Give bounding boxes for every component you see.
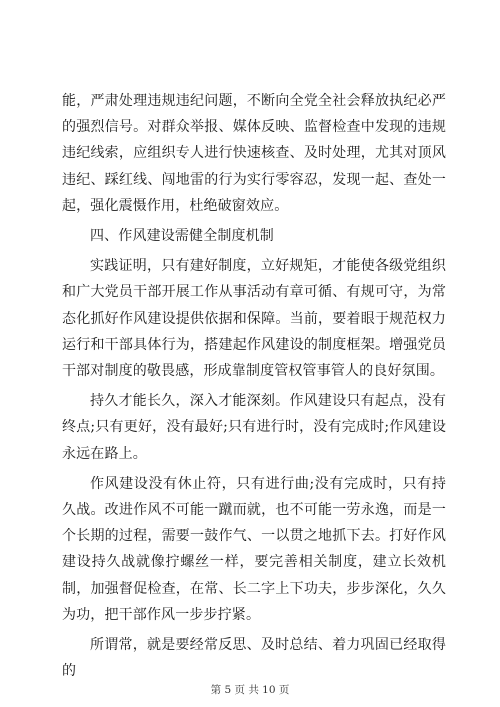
paragraph: 实践证明，只有建好制度，立好规矩，才能使各级党组织和广大党员干部开展工作从事活动有章可循、有规可守，为常态化抓好作风建设提供依据和保障。当前，要着眼于规范权力运行和干部具体行为，搭建起作风建设的制度框架。增强党员干部对制度的敬畏感，形成靠制度管权管事管人的良好氛围。 [62, 258, 446, 380]
paragraph: 作风建设没有休止符，只有进行曲;没有完成时，只有持久战。改进作风不可能一蹴而就，也不可能一劳永逸，而是一个长期的过程，需要一鼓作气、一以贯之地抓下去。打好作风建设持久战就像拧螺丝一样，要完善相关制度，建立长效机制，加强督促检查，在常、长二字上下功夫，步步深化，久久为功，把干部作风一步步拧紧。 [62, 475, 446, 623]
section-heading: 四、作风建设需健全制度机制 [90, 228, 274, 245]
paragraph-continuation: 能，严肃处理违规违纪问题，不断向全党全社会释放执纪必严的强烈信号。对群众举报、媒体反映、监督检查中发现的违规违纪线索，应组织专人进行快速核查、及时处理，尤其对顶风违纪、踩红线、闯地雷的行为实行零容忍，发现一起、查处一起，强化震慑作用，杜绝破窗效应。 [62, 93, 446, 214]
document-body [62, 88, 446, 684]
paragraph: 所谓常，就是要经常反思、及时总结、着力巩固已经取得的 [62, 637, 446, 680]
paragraph: 持久才能长久，深入才能深刻。作风建设只有起点，没有终点;只有更好，没有最好;只有进行时，没有完成时;作风建设永远在路上。 [62, 393, 446, 462]
page-number-footer: 第 5 页 共 10 页 [210, 684, 290, 696]
